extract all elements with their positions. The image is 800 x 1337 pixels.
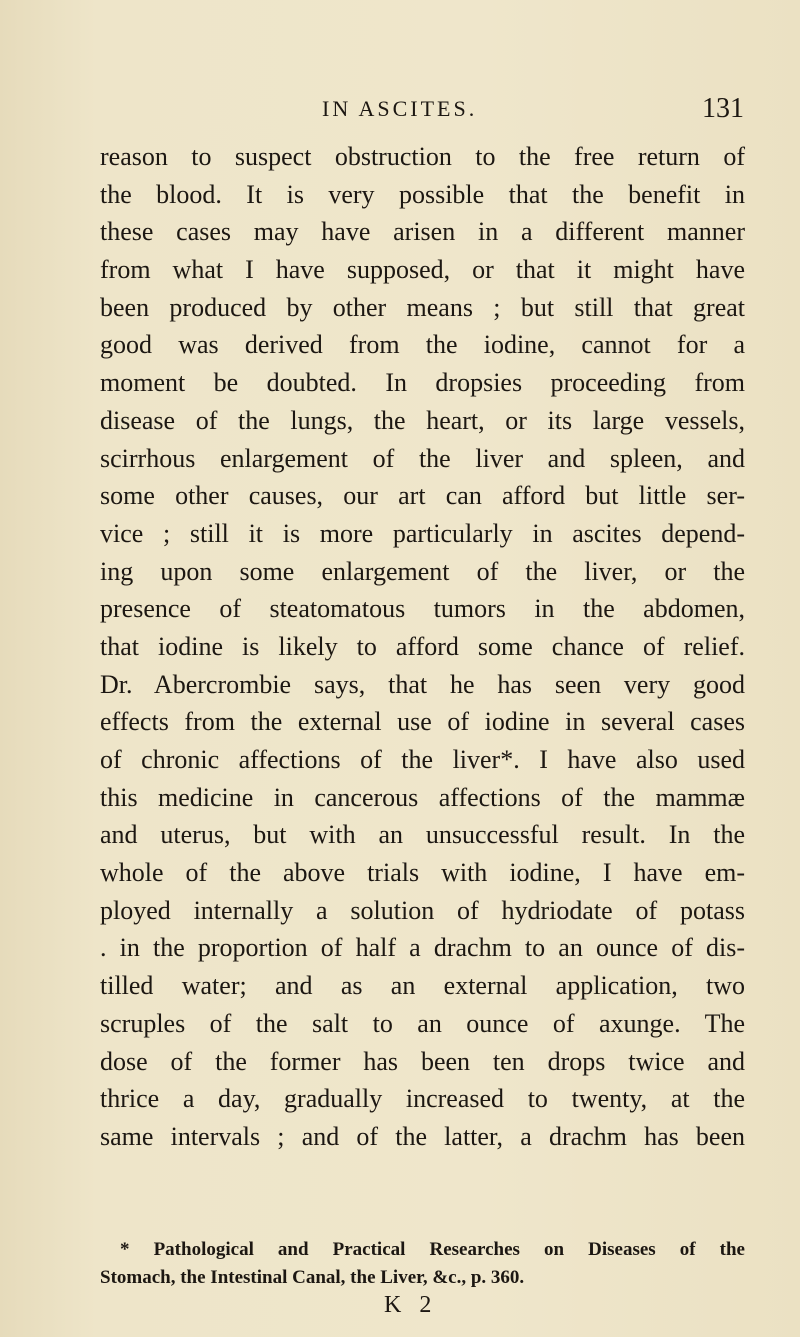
text-line-13: presence of steatomatous tumors in the abdomen,: [100, 594, 745, 624]
text-line-6: good was derived from the iodine, cannot for a: [100, 330, 745, 360]
text-line-16: effects from the external use of iodine in several cases: [100, 707, 745, 737]
text-line-27: same intervals ; and of the latter, a drachm has been: [100, 1121, 745, 1151]
signature-mark: K 2: [384, 1292, 438, 1318]
text-line-26: thrice a day, gradually increased to twenty, at the: [100, 1084, 745, 1114]
text-line-9: scirrhous enlargement of the liver and spleen, and: [100, 443, 745, 473]
text-line-15: Dr. Abercrombie says, that he has seen very good: [100, 669, 745, 699]
text-line-14: that iodine is likely to afford some chance of relief.: [100, 631, 745, 661]
page-number: 131: [702, 93, 744, 124]
text-line-1: reason to suspect obstruction to the free return of: [100, 142, 745, 171]
text-line-11: vice ; still it is more particularly in ascites depend-: [100, 518, 745, 548]
body-text: [100, 138, 745, 1156]
text-line-23: tilled water; and as an external application, two: [100, 971, 745, 1001]
text-line-25: dose of the former has been ten drops twice and: [100, 1046, 745, 1076]
text-line-17: of chronic affections of the liver*. I have also used: [100, 745, 745, 774]
footnote-line-2: Stomach, the Intestinal Canal, the Liver, &c., p. 360.: [100, 1267, 525, 1288]
text-line-4: from what I have supposed, or that it might have: [100, 255, 745, 285]
text-line-2: the blood. It is very possible that the benefit in: [100, 179, 745, 209]
text-line-7: moment be doubted. In dropsies proceeding from: [100, 368, 745, 398]
text-line-18: this medicine in cancerous affections of the mammæ: [100, 782, 745, 812]
text-line-20: whole of the above trials with iodine, I have em-: [100, 858, 745, 888]
text-line-21: ployed internally a solution of hydriodate of potass: [100, 895, 745, 925]
text-line-24: scruples of the salt to an ounce of axunge. The: [100, 1008, 745, 1038]
running-title: IN ASCITES.: [322, 96, 478, 121]
text-line-8: disease of the lungs, the heart, or its large vessels,: [100, 405, 745, 435]
footnote-line-1: * Pathological and Practical Researches on Diseases of the: [120, 1239, 745, 1260]
text-line-3: these cases may have arisen in a different manner: [100, 217, 745, 247]
footnote: [100, 1236, 745, 1292]
text-line-19: and uterus, but with an unsuccessful result. In the: [100, 820, 745, 850]
text-line-12: ing upon some enlargement of the liver, or the: [100, 556, 745, 586]
text-line-5: been produced by other means ; but still that great: [100, 292, 745, 322]
text-line-22: . in the proportion of half a drachm to an ounce of dis-: [100, 933, 745, 963]
running-head: [100, 92, 744, 126]
text-line-10: some other causes, our art can afford but little ser-: [100, 481, 745, 511]
